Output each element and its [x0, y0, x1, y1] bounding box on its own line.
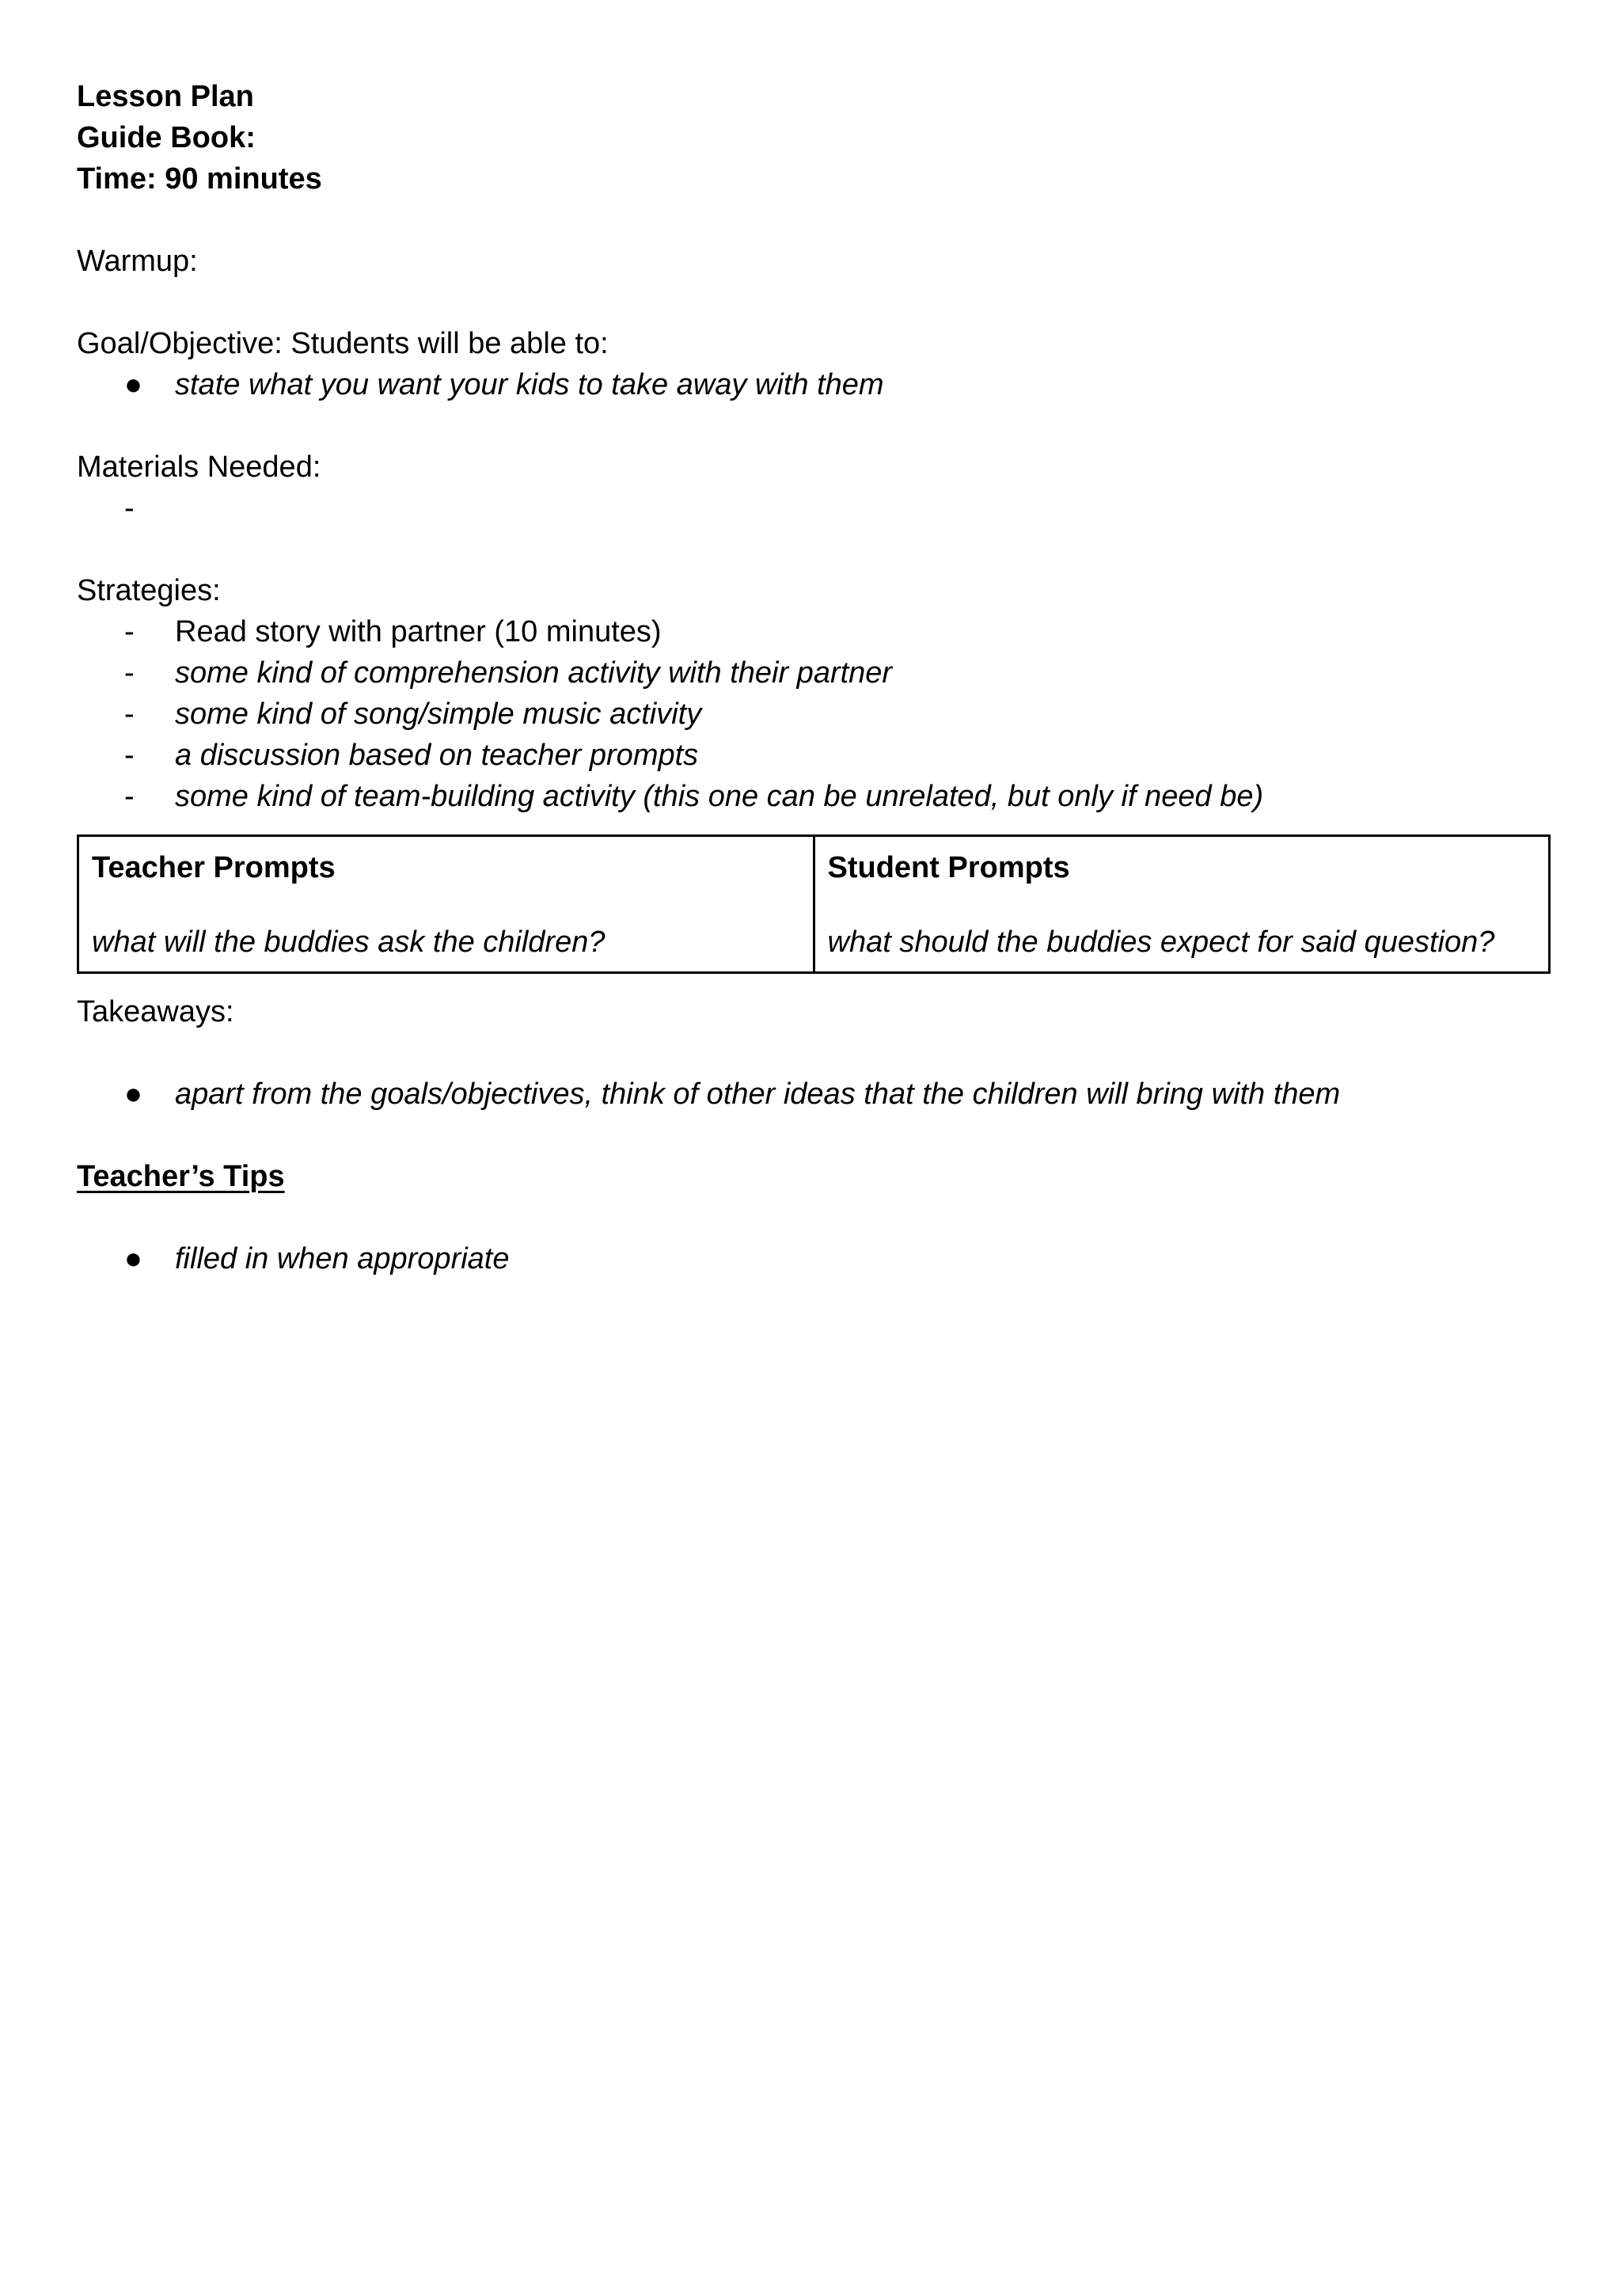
student-prompts-cell — [814, 836, 1550, 973]
doc-title: Lesson Plan — [77, 80, 254, 113]
spacer — [77, 200, 1549, 241]
dash-marker: - — [124, 739, 135, 772]
goal-bullet-item — [77, 364, 1549, 405]
teacher-prompts-cell — [78, 836, 814, 973]
dash-marker: - — [124, 780, 135, 813]
takeaway-bullet-text: apart from the goals/objectives, think of other ideas that the children will bring with them — [175, 1078, 1341, 1111]
spacer — [77, 282, 1549, 323]
spacer — [77, 529, 1549, 570]
teacher-prompts-heading: Teacher Prompts — [92, 851, 336, 884]
warmup-heading: Warmup: — [77, 245, 198, 278]
strategies-heading: Strategies: — [77, 574, 221, 607]
strategy-item — [77, 611, 1549, 652]
dash-marker: - — [124, 492, 135, 525]
bullet-marker: ● — [124, 1078, 142, 1111]
teachers-tips-heading: Teacher’s Tips — [77, 1160, 285, 1193]
strategy-text: some kind of song/simple music activity — [175, 698, 702, 731]
materials-heading: Materials Needed: — [77, 450, 321, 484]
spacer — [92, 886, 800, 924]
dash-marker: - — [124, 656, 135, 690]
student-prompts-body: what should the buddies expect for said question? — [827, 926, 1495, 959]
time-label: Time: 90 minutes — [77, 162, 322, 196]
strategy-text: a discussion based on teacher prompts — [175, 739, 699, 772]
tip-bullet-text: filled in when appropriate — [175, 1242, 510, 1275]
strategy-item — [77, 735, 1549, 776]
student-prompts-heading: Student Prompts — [827, 851, 1070, 884]
strategy-item — [77, 694, 1549, 735]
goal-heading: Goal/Objective: Students will be able to: — [77, 327, 609, 360]
takeaway-bullet-item — [77, 1074, 1549, 1115]
strategy-text: Read story with partner (10 minutes) — [175, 615, 662, 648]
dash-marker: - — [124, 698, 135, 731]
materials-item — [77, 488, 1549, 529]
document-body — [77, 76, 1549, 1279]
strategy-item — [77, 652, 1549, 694]
takeaways-heading: Takeaways: — [77, 995, 234, 1028]
strategy-text: some kind of team-building activity (this one can be unrelated, but only if need be) — [175, 780, 1264, 813]
spacer — [77, 405, 1549, 447]
spacer — [828, 886, 1536, 924]
dash-marker: - — [124, 615, 135, 648]
bullet-marker: ● — [124, 1242, 142, 1275]
spacer — [77, 1032, 1549, 1074]
goal-bullet-text: state what you want your kids to take away with them — [175, 368, 884, 401]
tip-bullet-item — [77, 1238, 1549, 1279]
spacer — [77, 1115, 1549, 1156]
strategy-text: some kind of comprehension activity with their partner — [175, 656, 893, 690]
prompts-table — [77, 834, 1551, 974]
teacher-prompts-body: what will the buddies ask the children? — [92, 926, 606, 959]
table-row — [78, 836, 1550, 973]
strategy-item — [77, 776, 1549, 817]
guide-book-label: Guide Book: — [77, 121, 256, 154]
spacer — [77, 1197, 1549, 1238]
bullet-marker: ● — [124, 368, 142, 401]
